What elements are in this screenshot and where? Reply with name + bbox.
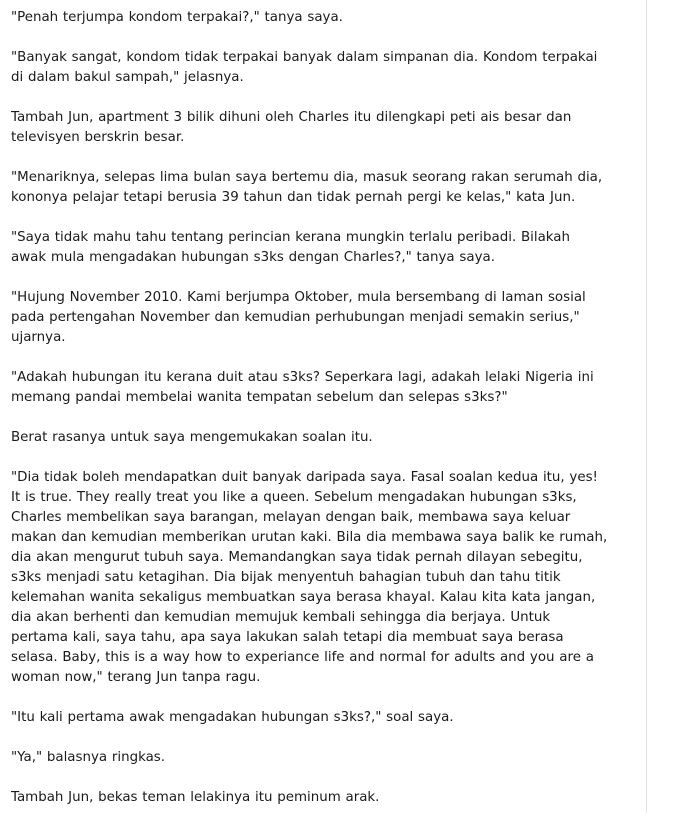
paragraph-3: Tambah Jun, apartment 3 bilik dihuni oleh Charles itu dilengkapi peti ais besar dan televisyen berskrin besar. xyxy=(11,110,572,145)
paragraph-1: "Penah terjumpa kondom terpakai?," tanya saya. xyxy=(11,10,343,25)
paragraph-11: "Ya," balasnya ringkas. xyxy=(11,750,166,765)
paragraph-6: "Hujung November 2010. Kami berjumpa Oktober, mula bersembang di laman sosial pada pertengahan November dan kemudian perhubungan menjadi semakin serius," ujarnya. xyxy=(11,290,586,345)
column-divider xyxy=(646,0,647,813)
paragraph-4: "Menariknya, selepas lima bulan saya bertemu dia, masuk seorang rakan serumah dia, kononya pelajar tetapi berusia 39 tahun dan tidak pernah pergi ke kelas," kata Jun. xyxy=(11,170,603,205)
paragraph-7: "Adakah hubungan itu kerana duit atau s3ks? Seperkara lagi, adakah lelaki Nigeria ini memang pandai membelai wanita tempatan sebelum dan selepas s3ks?" xyxy=(11,370,594,405)
article-body xyxy=(11,8,636,828)
paragraph-10: "Itu kali pertama awak mengadakan hubungan s3ks?," soal saya. xyxy=(11,710,454,725)
paragraph-8: Berat rasanya untuk saya mengemukakan soalan itu. xyxy=(11,430,373,445)
paragraph-2: "Banyak sangat, kondom tidak terpakai banyak dalam simpanan dia. Kondom terpakai di dalam bakul sampah," jelasnya. xyxy=(11,50,598,85)
paragraph-12: Tambah Jun, bekas teman lelakinya itu peminum arak. xyxy=(11,790,380,805)
paragraph-9: "Dia tidak boleh mendapatkan duit banyak daripada saya. Fasal soalan kedua itu, yes! It is true. They really treat you like a queen. Sebelum mengadakan hubungan s3ks, Charles membelikan saya barangan, melayan dengan baik, membawa saya keluar makan dan kemudian memberikan urutan kaki. Bila dia membawa saya balik ke rumah, dia akan mengurut tubuh saya. Memandangkan saya tidak pernah dilayan sebegitu, s3ks menjadi satu ketagihan. Dia bijak menyentuh bahagian tubuh dan tahu titik kelemahan wanita sekaligus membuatkan saya berasa khayal. Kalau kita kata jangan, dia akan berhenti dan kemudian memujuk kembali sehingga dia berjaya. Untuk pertama kali, saya tahu, apa saya lakukan salah tetapi dia membuat saya berasa selasa. Baby, this is a way how to experiance life and normal for adults and you are a woman now," terang Jun tanpa ragu. xyxy=(11,470,608,685)
paragraph-5: "Saya tidak mahu tahu tentang perincian kerana mungkin terlalu peribadi. Bilakah awak mula mengadakan hubungan s3ks dengan Charles?," tanya saya. xyxy=(11,230,571,265)
